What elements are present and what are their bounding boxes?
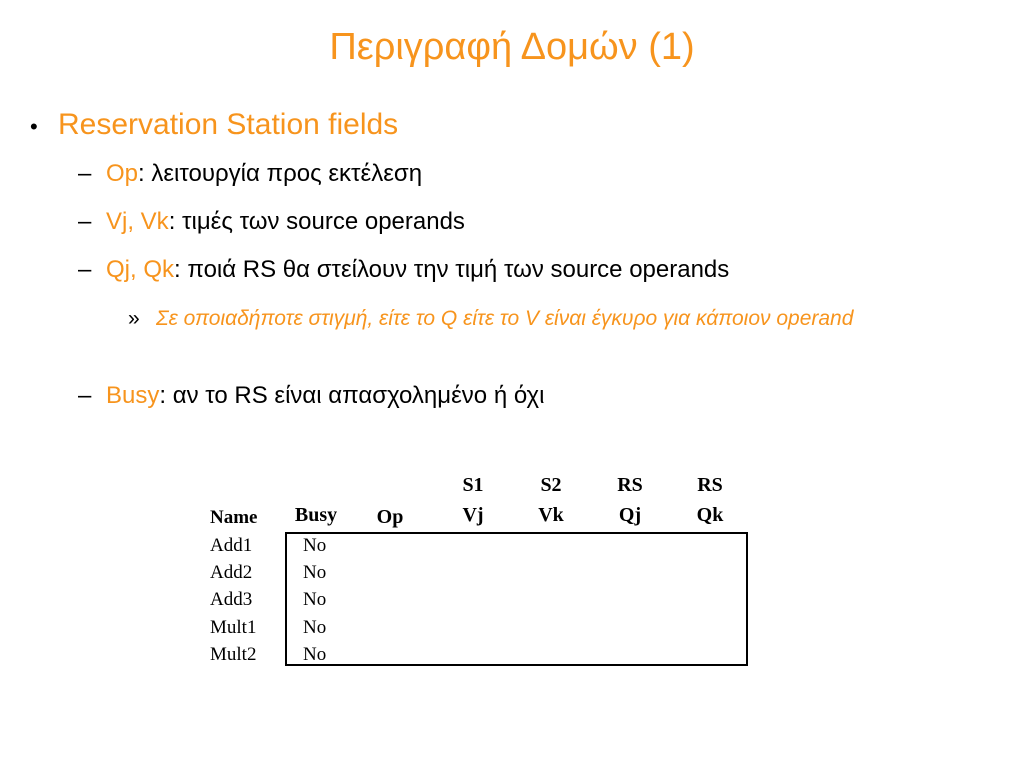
col-top-header-s1: S1: [462, 474, 484, 496]
main-bullet-text: Reservation Station fields: [58, 108, 399, 141]
field-key: Busy: [106, 382, 160, 409]
table-row-busy: No: [303, 562, 327, 583]
col-top-header-s2: S2: [540, 474, 562, 496]
table-row-busy: No: [303, 535, 327, 556]
raquo-icon: »: [128, 307, 140, 330]
field-desc: : αν το RS είναι απασχολημένο ή όχι: [159, 382, 545, 409]
table-row-name: Mult2: [210, 644, 257, 665]
slide-title: Περιγραφή Δομών (1): [329, 26, 695, 68]
field-desc: : λειτουργία προς εκτέλεση: [138, 160, 423, 187]
col-header-vj: Vj: [462, 504, 484, 526]
table-row-busy: No: [303, 589, 327, 610]
col-header-vk: Vk: [538, 504, 564, 526]
col-header-qj: Qj: [618, 504, 642, 526]
col-header-busy: Busy: [294, 504, 338, 526]
dash-icon: –: [78, 208, 92, 235]
field-desc: : ποιά RS θα στείλουν την τιμή των source operands: [174, 256, 730, 283]
col-top-header-rs1: RS: [617, 474, 643, 496]
dash-icon: –: [78, 160, 92, 187]
table-row-name: Mult1: [210, 617, 257, 638]
table-row-name: Add3: [210, 589, 253, 610]
dash-icon: –: [78, 382, 92, 409]
field-key: Vj, Vk: [106, 208, 169, 235]
dash-icon: –: [78, 256, 92, 283]
field-key: Qj, Qk: [106, 256, 175, 283]
table-row-name: Add2: [210, 562, 253, 583]
col-header-qk: Qk: [696, 504, 724, 526]
table-body-box: [285, 532, 748, 666]
col-top-header-rs2: RS: [697, 474, 723, 496]
table-row-busy: No: [303, 644, 327, 665]
field-desc: : τιμές των source operands: [168, 208, 465, 235]
col-header-op: Op: [376, 506, 404, 528]
bullet-dot-icon: •: [30, 114, 38, 139]
field-key: Op: [106, 160, 139, 187]
sub-note-text: Σε οποιαδήποτε στιγμή, είτε το Q είτε το V είναι έγκυρο για κάποιον operand: [156, 307, 854, 330]
table-row-name: Add1: [210, 535, 253, 556]
col-header-name: Name: [210, 507, 258, 528]
table-row-busy: No: [303, 617, 327, 638]
